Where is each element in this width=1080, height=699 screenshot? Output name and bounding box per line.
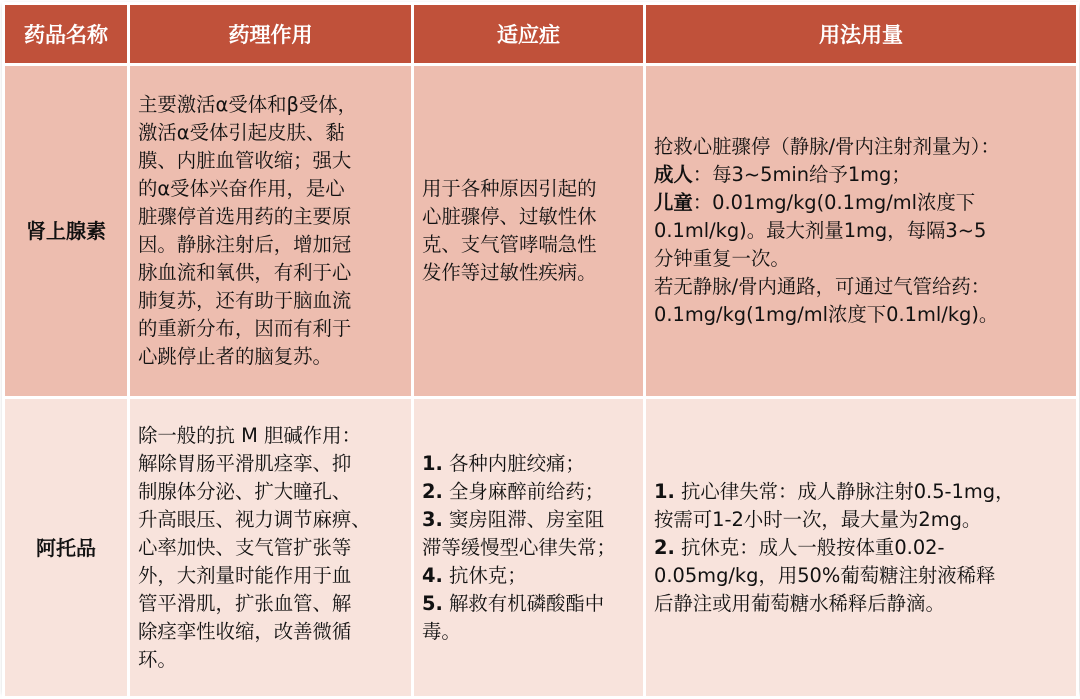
item-text: 窦房阻滞、房室阻 bbox=[449, 507, 605, 531]
text-line: 抢救心脏骤停（静脉/骨内注射剂量为）： bbox=[654, 135, 1000, 158]
drug-table bbox=[2, 2, 1079, 699]
item-number: 5. bbox=[422, 591, 443, 615]
text-line: 若无静脉/骨内通路，可通过气管给药： bbox=[654, 275, 991, 298]
item-text: 抗休克； bbox=[449, 563, 527, 587]
list-item bbox=[422, 506, 635, 534]
list-item bbox=[422, 478, 635, 506]
list-item bbox=[422, 562, 635, 590]
text-line: 发作等过敏性疾病。 bbox=[422, 261, 597, 284]
item-text: 各种内脏绞痛； bbox=[449, 451, 585, 475]
list-item bbox=[654, 534, 1068, 562]
drug-name-cell: 肾上腺素 bbox=[4, 65, 129, 398]
item-text: 抗心律失常：成人静脉注射0.5-1mg， bbox=[681, 479, 1015, 503]
item-number: 1. bbox=[422, 451, 443, 475]
list-item bbox=[654, 562, 1068, 590]
table-row-atropine bbox=[4, 398, 1078, 698]
text-line: 除一般的抗 M 胆碱作用： bbox=[138, 423, 361, 447]
pharmacology-cell bbox=[129, 398, 413, 698]
drug-name-cell: 阿托品 bbox=[4, 398, 129, 698]
list-item bbox=[654, 590, 1068, 618]
table-header bbox=[4, 4, 1078, 65]
header-drug-name: 药品名称 bbox=[4, 4, 129, 65]
text-line: 的重新分布，因而有利于 bbox=[138, 317, 352, 340]
text-line: 外，大剂量时能作用于血 bbox=[138, 563, 352, 587]
list-item bbox=[422, 534, 635, 562]
text-line: 分钟重复一次。 bbox=[654, 247, 790, 270]
pharmacology-cell bbox=[129, 65, 413, 398]
text-line: 心率加快、支气管扩张等 bbox=[138, 535, 352, 559]
item-text: 0.05mg/kg，用50%葡萄糖注射液稀释 bbox=[654, 563, 996, 587]
item-text: 解救有机磷酸酯中 bbox=[449, 591, 605, 615]
child-dose-line bbox=[654, 189, 1068, 217]
item-text: 毒。 bbox=[422, 619, 461, 643]
text-line: 脉血流和氧供，有利于心 bbox=[138, 261, 352, 284]
text-line: 的α受体兴奋作用，是心 bbox=[138, 177, 345, 200]
text-line: 升高眼压、视力调节麻痹、 bbox=[138, 507, 371, 531]
child-label: 儿童 bbox=[654, 191, 693, 214]
item-text: 滞等缓慢型心律失常； bbox=[422, 535, 616, 559]
item-number: 3. bbox=[422, 507, 443, 531]
text-line: 膜、内脏血管收缩；强大 bbox=[138, 149, 352, 172]
adult-dose-text: ：每3~5min给予1mg； bbox=[692, 163, 911, 186]
list-item bbox=[654, 506, 1068, 534]
text-line: 环。 bbox=[138, 647, 177, 671]
indications-cell bbox=[413, 65, 645, 398]
text-line: 克、支气管哮喘急性 bbox=[422, 233, 597, 256]
item-text: 后静注或用葡萄糖水稀释后静滴。 bbox=[654, 591, 945, 615]
text-line: 用于各种原因引起的 bbox=[422, 177, 597, 200]
item-number: 2. bbox=[422, 479, 443, 503]
adult-label: 成人 bbox=[654, 163, 693, 186]
item-number: 2. bbox=[654, 535, 675, 559]
text-line: 主要激活α受体和β受体， bbox=[138, 93, 358, 116]
adult-dose-line bbox=[654, 161, 1068, 189]
text-line: 肺复苏，还有助于脑血流 bbox=[138, 289, 352, 312]
item-number: 1. bbox=[654, 479, 675, 503]
text-line: 0.1mg/kg(1mg/ml浓度下0.1ml/kg)。 bbox=[654, 303, 999, 326]
dosage-cell bbox=[645, 398, 1078, 698]
child-dose-text: ：0.01mg/kg(0.1mg/ml浓度下 bbox=[692, 191, 976, 214]
text-line: 激活α受体引起皮肤、黏 bbox=[138, 121, 345, 144]
header-dosage: 用法用量 bbox=[645, 4, 1078, 65]
text-line: 除痉挛性收缩，改善微循 bbox=[138, 619, 352, 643]
list-item bbox=[654, 478, 1068, 506]
item-text: 抗休克：成人一般按体重0.02- bbox=[681, 535, 945, 559]
header-row bbox=[4, 4, 1078, 65]
text-line: 0.1ml/kg)。最大剂量1mg，每隔3~5 bbox=[654, 219, 987, 242]
table-row-epinephrine bbox=[4, 65, 1078, 398]
list-item bbox=[422, 450, 635, 478]
text-line: 心跳停止者的脑复苏。 bbox=[138, 345, 332, 368]
indications-cell bbox=[413, 398, 645, 698]
drug-table-frame bbox=[2, 2, 1076, 691]
item-text: 按需可1-2小时一次，最大量为2mg。 bbox=[654, 507, 982, 531]
header-indications: 适应症 bbox=[413, 4, 645, 65]
text-line: 心脏骤停、过敏性休 bbox=[422, 205, 597, 228]
item-number: 4. bbox=[422, 563, 443, 587]
text-line: 制腺体分泌、扩大瞳孔、 bbox=[138, 479, 352, 503]
item-text: 全身麻醉前给药； bbox=[449, 479, 605, 503]
text-line: 管平滑肌，扩张血管、解 bbox=[138, 591, 352, 615]
dosage-cell bbox=[645, 65, 1078, 398]
text-line: 脏骤停首选用药的主要原 bbox=[138, 205, 352, 228]
text-line: 解除胃肠平滑肌痉挛、抑 bbox=[138, 451, 352, 475]
list-item bbox=[422, 618, 635, 646]
header-pharmacology: 药理作用 bbox=[129, 4, 413, 65]
list-item bbox=[422, 590, 635, 618]
text-line: 因。静脉注射后，增加冠 bbox=[138, 233, 352, 256]
